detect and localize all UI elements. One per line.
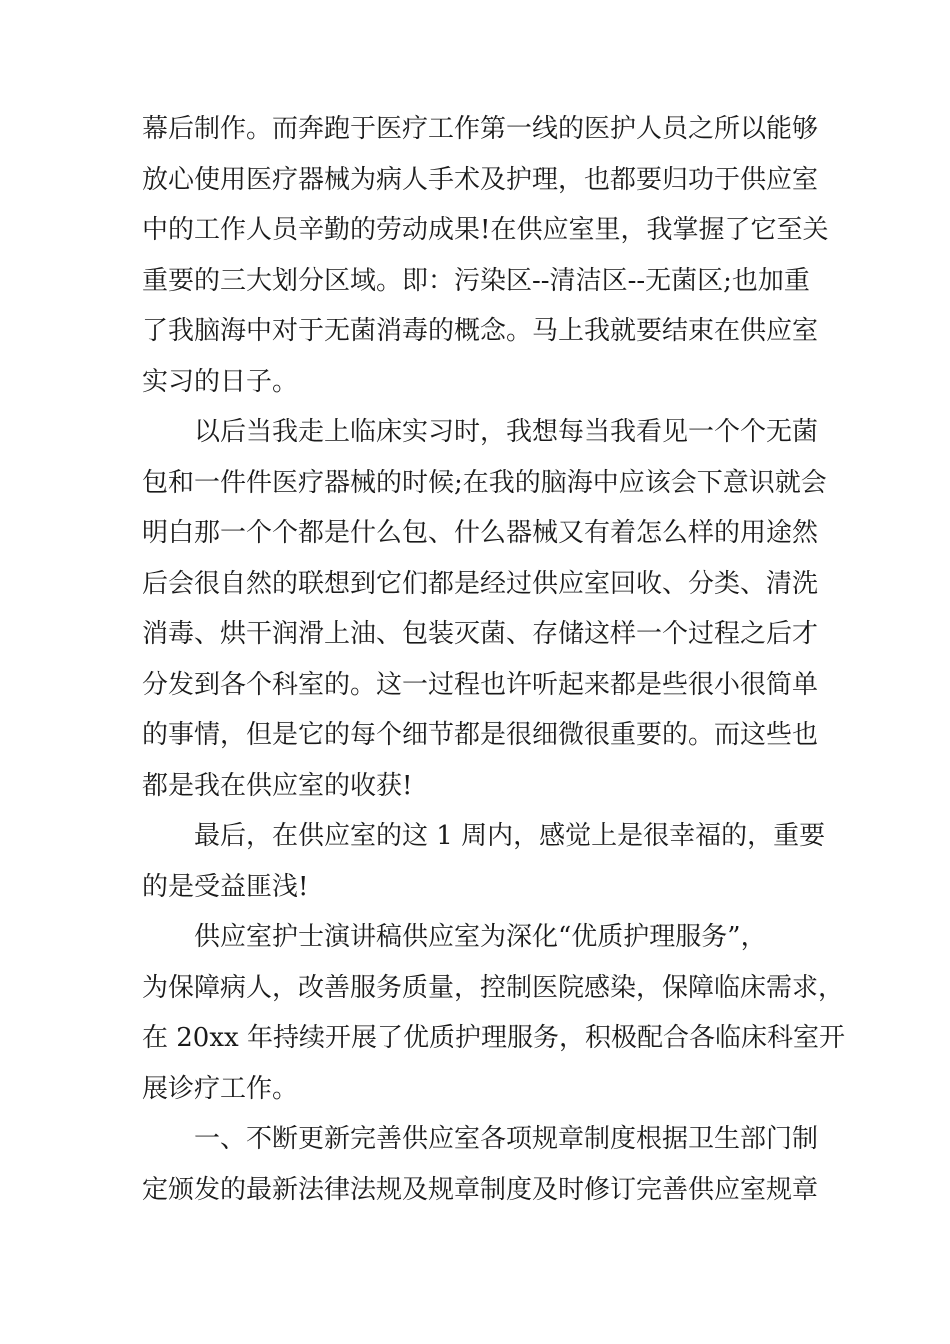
text-line: 了我脑海中对于无菌消毒的概念。马上我就要结束在供应室 [142, 316, 819, 346]
text-line: 的事情，但是它的每个细节都是很细微很重要的。而这些也 [142, 720, 819, 750]
text-line: 包和一件件医疗器械的时候;在我的脑海中应该会下意识就会 [142, 468, 827, 498]
text-line: 消毒、烘干润滑上油、包装灭菌、存储这样一个过程之后才 [142, 619, 819, 649]
text-line: 重要的三大划分区域。即：污染区--清洁区--无菌区;也加重 [142, 266, 810, 296]
text-line: 放心使用医疗器械为病人手术及护理，也都要归功于供应室 [142, 165, 819, 195]
text-line: 供应室护士演讲稿供应室为深化“优质护理服务”， [142, 922, 767, 952]
text-line: 展诊疗工作。 [142, 1074, 299, 1104]
text-line: 为保障病人，改善服务质量，控制医院感染，保障临床需求， [142, 973, 845, 1003]
text-line: 在 20xx 年持续开展了优质护理服务，积极配合各临床科室开 [142, 1023, 845, 1053]
text-line: 明白那一个个都是什么包、什么器械又有着怎么样的用途然 [142, 518, 819, 548]
text-line: 最后，在供应室的这 1 周内，感觉上是很幸福的，重要 [142, 821, 826, 851]
text-line: 都是我在供应室的收获! [142, 771, 413, 801]
text-line: 实习的日子。 [142, 367, 299, 397]
text-line: 分发到各个科室的。这一过程也许听起来都是些很小很简单 [142, 670, 819, 700]
text-line: 的是受益匪浅! [142, 872, 309, 902]
text-line: 后会很自然的联想到它们都是经过供应室回收、分类、清洗 [142, 569, 819, 599]
text-line: 定颁发的最新法律法规及规章制度及时修订完善供应室规章 [142, 1175, 819, 1205]
text-line: 以后当我走上临床实习时，我想每当我看见一个个无菌 [142, 417, 819, 447]
text-line: 幕后制作。而奔跑于医疗工作第一线的医护人员之所以能够 [142, 114, 819, 144]
text-line: 一、不断更新完善供应室各项规章制度根据卫生部门制 [142, 1124, 819, 1154]
text-line: 中的工作人员辛勤的劳动成果!在供应室里，我掌握了它至关 [142, 215, 829, 245]
